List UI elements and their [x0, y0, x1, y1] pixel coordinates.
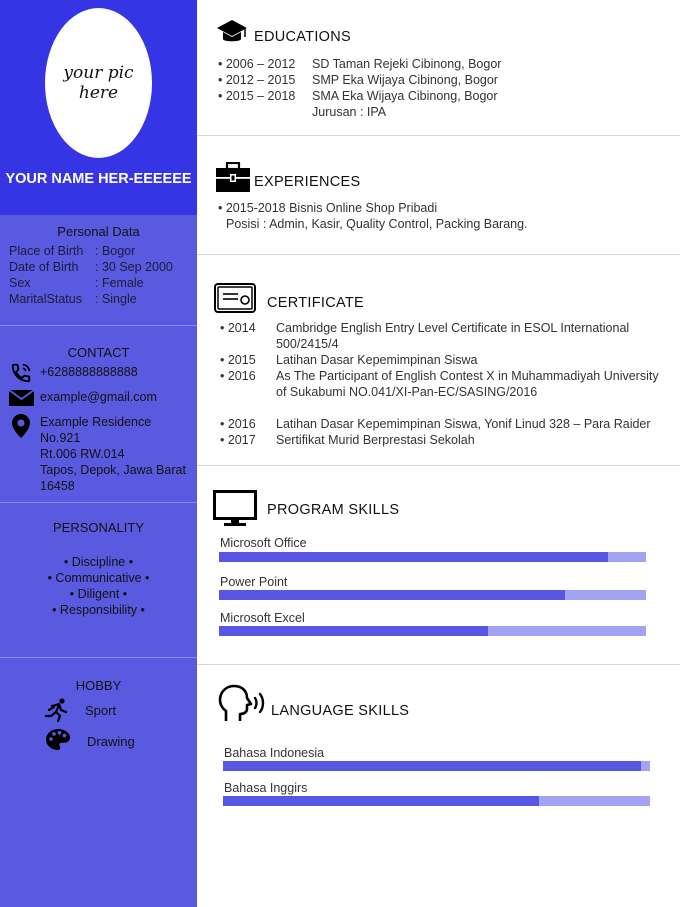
profile-photo-placeholder[interactable]	[45, 8, 152, 158]
phone-icon	[10, 362, 32, 384]
section-divider	[197, 664, 680, 665]
skill-bar	[219, 590, 646, 600]
photo-placeholder-text: your pic here	[63, 63, 134, 103]
skill-bar	[219, 552, 646, 562]
running-icon	[44, 698, 70, 722]
education-item: • 2012 – 2015 SMP Eka Wijaya Cibinong, Bogor	[218, 73, 498, 87]
graduation-cap-icon	[216, 18, 248, 46]
personal-row: Sex : Female	[9, 276, 144, 290]
skill-bar-fill	[219, 590, 565, 600]
hobby-drawing: Drawing	[87, 734, 135, 749]
education-item: • 2006 – 2012 SD Taman Rejeki Cibinong, Bogor	[218, 57, 502, 71]
personality-item: • Diligent •	[69, 587, 128, 601]
hobby-sport: Sport	[85, 703, 117, 718]
educations-title: EDUCATIONS	[254, 29, 351, 45]
sidebar	[0, 0, 197, 907]
experiences-title: EXPERIENCES	[254, 174, 361, 190]
monitor-icon	[213, 490, 257, 528]
skill-label: Power Point	[220, 575, 288, 589]
personal-row: Place of Birth : Bogor	[9, 244, 136, 258]
contact-phone[interactable]: +6288888888888	[40, 365, 138, 379]
skill-label: Microsoft Office	[220, 536, 307, 550]
contact-email[interactable]: example@gmail.com	[40, 390, 157, 404]
language-bar	[223, 761, 650, 771]
experience-position: Posisi : Admin, Kasir, Quality Control, Packing Barang.	[226, 217, 528, 231]
sidebar-divider	[0, 325, 197, 326]
palette-icon	[46, 729, 70, 751]
personality-item: • Discipline •	[63, 555, 134, 569]
personality-heading: PERSONALITY	[52, 520, 145, 535]
certificate-icon	[214, 283, 256, 313]
email-icon	[9, 390, 34, 406]
language-skills-title: LANGUAGE SKILLS	[271, 703, 410, 719]
education-note: Jurusan : IPA	[312, 105, 387, 119]
skill-bar	[219, 626, 646, 636]
skill-bar-fill	[219, 552, 608, 562]
program-skills-title: PROGRAM SKILLS	[267, 502, 400, 518]
skill-bar-fill	[219, 626, 488, 636]
briefcase-icon	[216, 162, 250, 192]
contact-address: Example Residence No.921 Rt.006 RW.014 Tapos, Depok, Jawa Barat 16458	[40, 415, 186, 493]
contact-heading: CONTACT	[67, 345, 130, 360]
language-bar	[223, 796, 650, 806]
section-divider	[197, 135, 680, 136]
personality-item: • Communicative •	[47, 571, 150, 585]
language-bar-fill	[223, 796, 539, 806]
profile-name: YOUR NAME HER-EEEEEE	[5, 171, 192, 187]
language-bar-fill	[223, 761, 641, 771]
location-pin-icon	[12, 414, 30, 438]
personal-row: Date of Birth : 30 Sep 2000	[9, 260, 173, 274]
language-label: Bahasa Inggirs	[224, 781, 308, 795]
speaking-head-icon	[216, 684, 268, 724]
experience-item: • 2015-2018 Bisnis Online Shop Pribadi	[218, 201, 438, 215]
hobby-heading: HOBBY	[75, 678, 122, 693]
sidebar-divider	[0, 502, 197, 503]
section-divider	[197, 254, 680, 255]
certificate-title: CERTIFICATE	[267, 295, 365, 311]
sidebar-divider	[0, 657, 197, 658]
education-item: • 2015 – 2018 SMA Eka Wijaya Cibinong, Bogor	[218, 89, 498, 103]
personality-item: • Responsibility •	[52, 603, 145, 617]
section-divider	[197, 465, 680, 466]
language-label: Bahasa Indonesia	[224, 746, 325, 760]
personal-data-heading: Personal Data	[57, 224, 140, 239]
personal-row: MaritalStatus : Single	[9, 292, 137, 306]
skill-label: Microsoft Excel	[220, 611, 305, 625]
